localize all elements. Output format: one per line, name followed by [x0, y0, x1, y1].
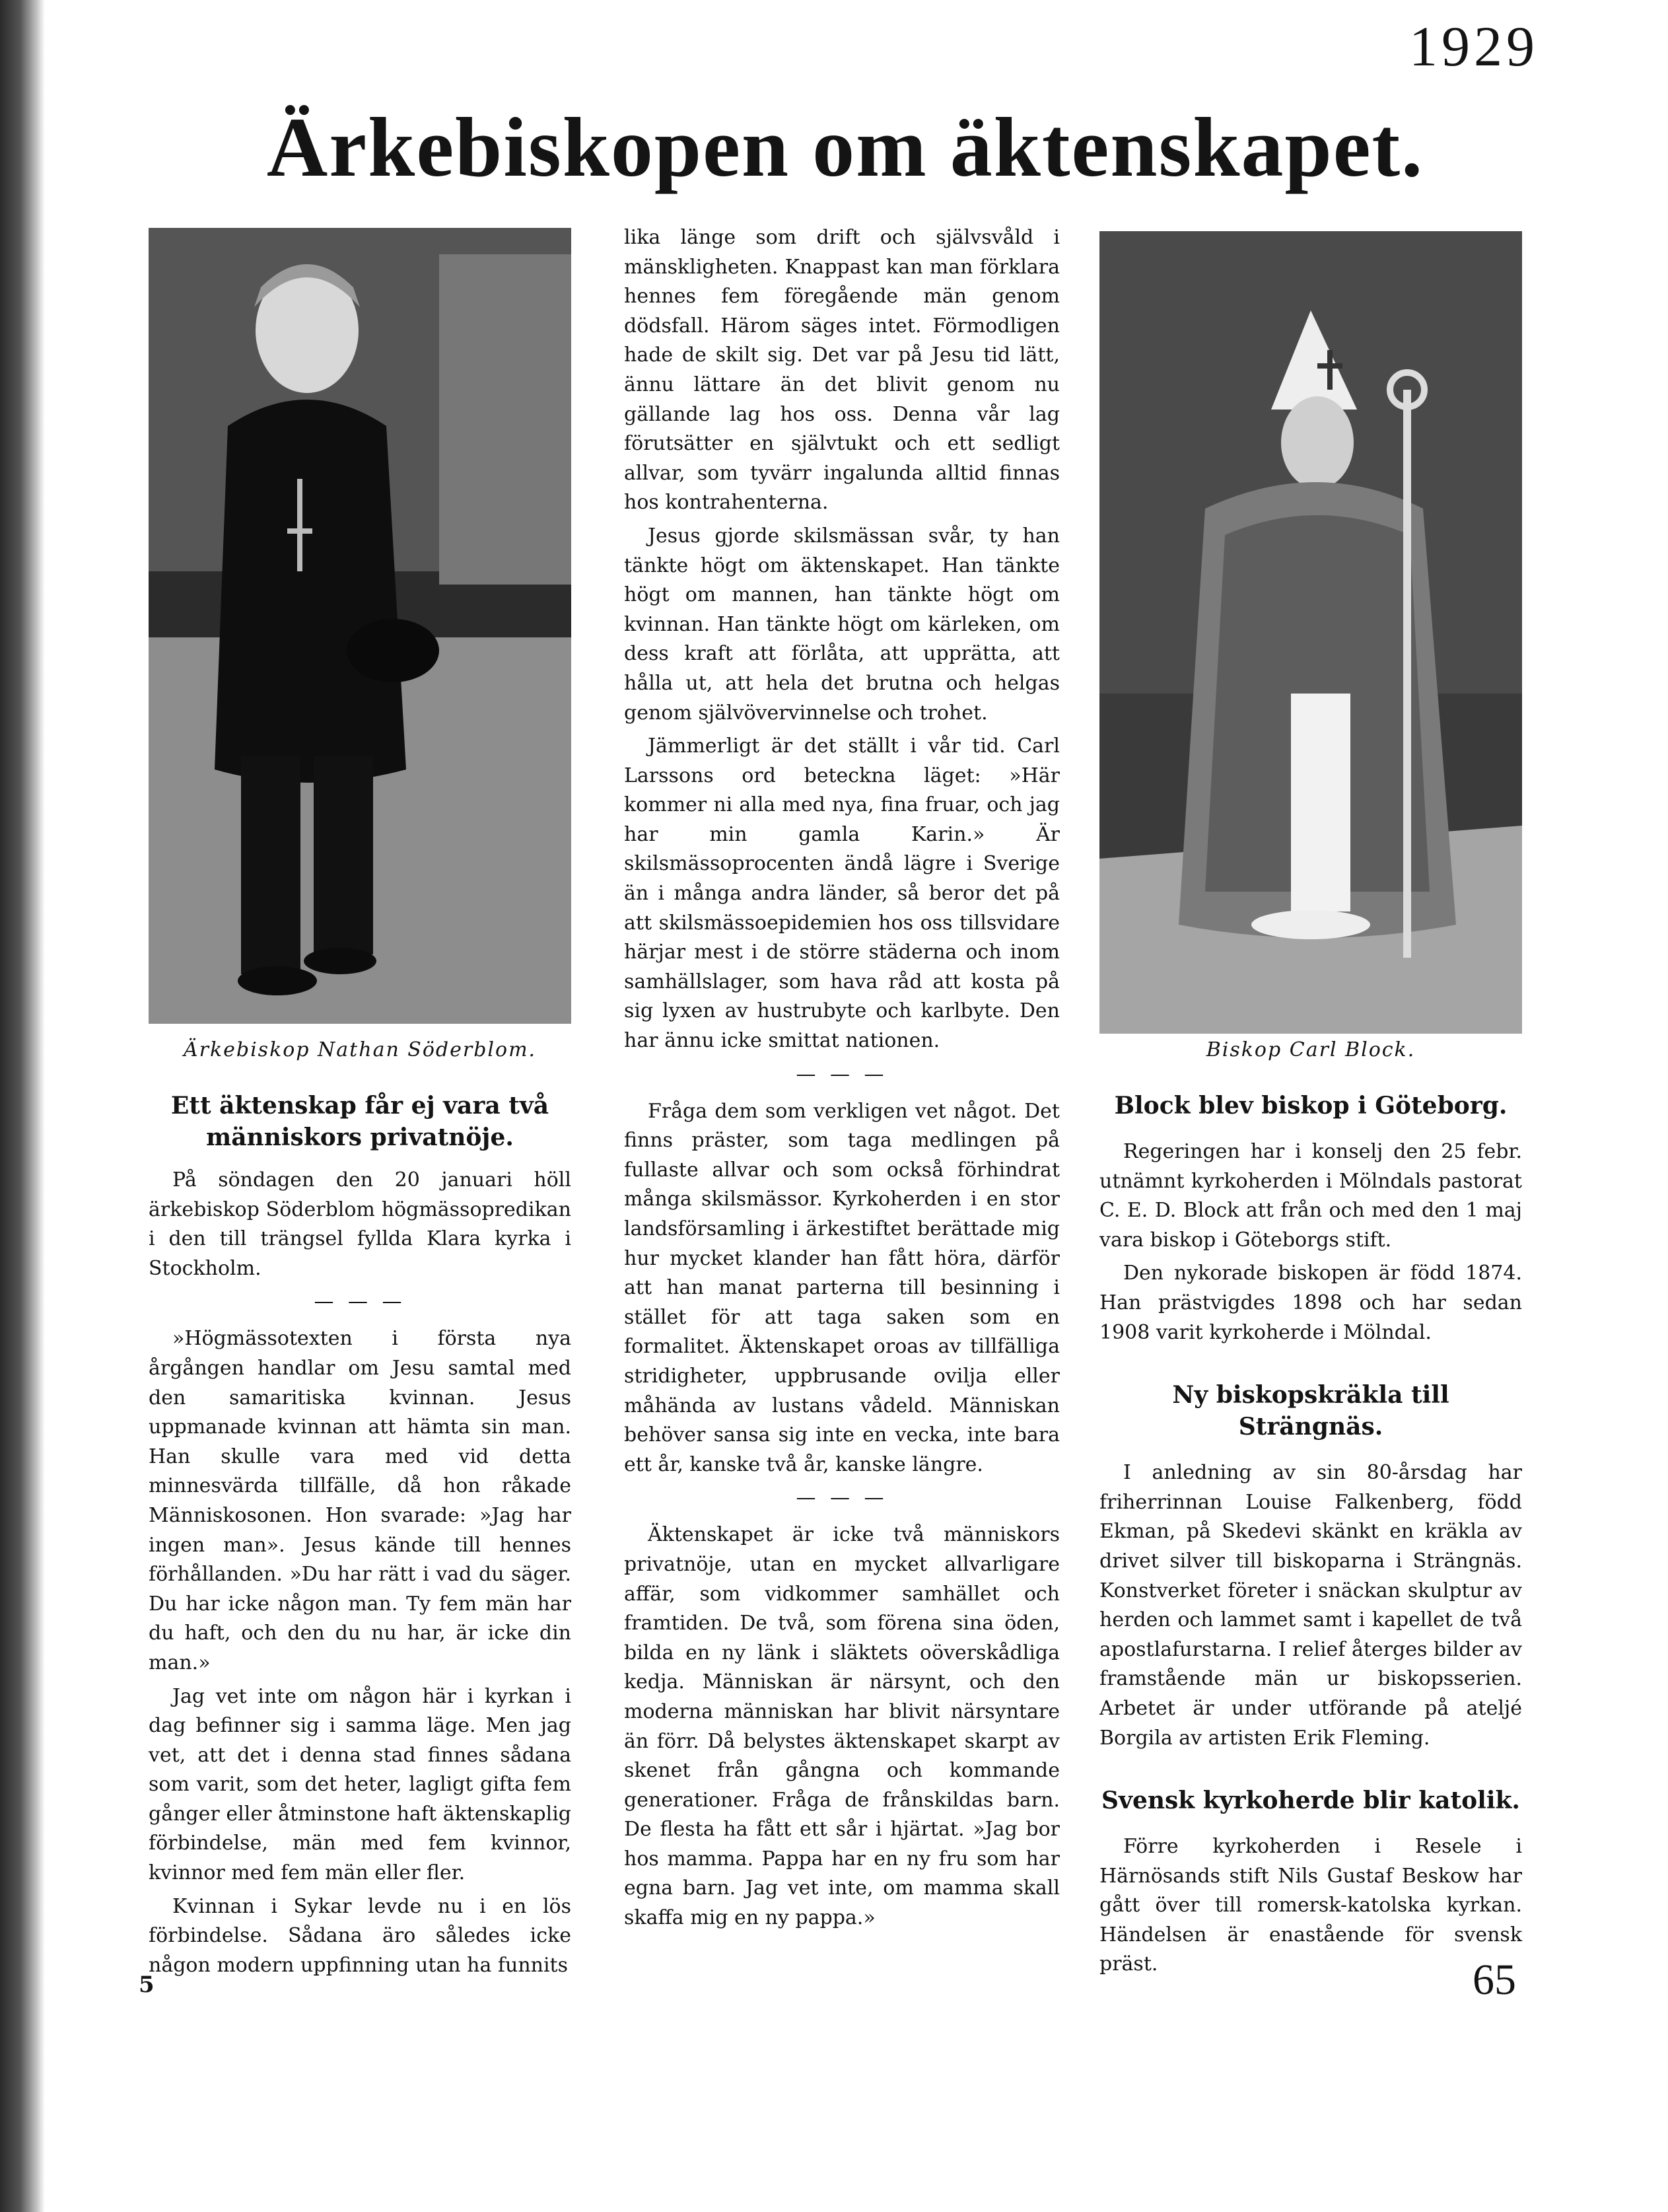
page-number-left: 5 — [139, 1972, 155, 1998]
year-heading: 1929 — [1409, 15, 1539, 78]
paragraph: Den nykorade biskopen är född 1874. Han prästvigdes 1898 och har sedan 1908 varit kyrkoherde i Mölndal. — [1099, 1262, 1522, 1344]
paragraph: Regeringen har i konselj den 25 febr. utnämnt kyrkoherden i Mölndals pastorat C. E. D. Block att från och med den 1 maj vara biskop i Göteborgs stift. — [1099, 1140, 1522, 1252]
page-number-right: 65 — [1473, 1956, 1516, 2004]
paragraph: I anledning av sin 80-årsdag har friherrinnan Louise Falkenberg, född Ekman, på Skedevi skänkt en kräkla av drivet silver till biskoparna i Strängnäs. Konstverket företer i snäckan skulptur av herden och lammet samt i kapellet de två apostlafurstarna. I relief återges bilder av framstående män ur biskopsserien. Arbetet är under utförande på ateljé Borgila av artisten Erik Fleming. — [1099, 1461, 1522, 1750]
section-separator: — — — — [796, 1062, 888, 1086]
photo-archbishop-illustration — [149, 228, 571, 1024]
paragraph: Jag vet inte om någon här i kyrkan i dag befinner sig i samma läge. Men jag vet, att det i denna stad finnes sådana som varit, som det heter, lagligt gifta fem gånger eller åtminstone haft äktenskaplig förbindelse, män med fem kvinnor, kvinnor med fem män eller fler. — [149, 1684, 571, 1885]
paragraph: På söndagen den 20 januari höll ärkebiskop Söderblom högmässopredikan i den till trängsel fyllda Klara kyrka i Stockholm. — [149, 1168, 571, 1280]
paragraph: Kvinnan i Sykar levde nu i en lös förbindelse. Sådana äro således icke någon modern uppfinning utan ha funnits — [149, 1894, 571, 1977]
middle-text-column — [624, 223, 1060, 1937]
right-text-column — [1099, 1090, 1522, 1983]
paragraph: Fråga dem som verkligen vet något. Det finns präster, som taga medlingen på fullaste allvar och som också förhindrat många skilsmässor. Kyrkoherden i en stor landsförsamling i ärkestiftet berättade mig hur mycket klander han fått höra, därför att han manat parterna till besinning i stället för att taga saken som en formalitet. Äktenskapet oroas av tillfälliga stridigheter, uppbrusande ovilja eller måhända av lustans vådeld. Människan behöver sansa sig inte en vecka, inte bara ett år, kanske två år, kanske längre. — [624, 1099, 1060, 1476]
section-separator: — — — — [796, 1486, 888, 1510]
left-subheading: Ett äktenskap får ej vara två människors privatnöje. — [170, 1092, 549, 1151]
paragraph: Jämmerligt är det ställt i vår tid. Carl Larssons ord beteckna läget: »Här kommer ni alla med nya, fina fruar, och jag har min gamla Karin.» Är skilsmässoprocenten ändå lägre i Sverige än i många andra länder, så beror det på att skilsmässoepidemien hos oss tillsvidare härjar mest i de större städerna och inom samhällslager, som hava råd att kosta på sig lyxen av hustrubyte och karlbyte. Den har ännu icke smittat nationen. — [624, 734, 1060, 1053]
page-binding-edge — [0, 0, 45, 2212]
paragraph: lika länge som drift och självsvåld i mänskligheten. Knappast kan man förklara hennes fem föregående män genom dödsfall. Härom säges intet. Förmodligen hade de skilt sig. Det var på Jesu tid lätt, ännu lättare än det blivit genom nu gällande lag hos oss. Denna vår lag förutsätter en självtukt och ett sedligt allvar, som tyvärr ingalunda alltid finnas hos kontrahenterna. — [624, 226, 1060, 515]
right-section-heading-katolik: Svensk kyrkoherde blir katolik. — [1101, 1787, 1520, 1815]
photo-caption-soderblom: Ärkebiskop Nathan Söderblom. — [183, 1038, 537, 1061]
paragraph: Jesus gjorde skilsmässan svår, ty han tänkte högt om äktenskapet. Han tänkte högt om mannen, han tänkte högt om kvinnan. Han tänkte högt om kärleken, om dess kraft att förlåta, att upprätta, att hålla ut, att hela det brutna och helgas genom självövervinnelse och trohet. — [624, 524, 1060, 725]
paragraph: Äktenskapet är icke två människors privatnöje, utan en mycket allvarligare affär, som vidkommer samhället och framtiden. De två, som förena sina öden, bilda en ny länk i släktets oöverskådliga kedja. Människan är närsynt, och den moderna människan har blivit närsyntare än förr. Då belystes äktenskapet skarpt av skenet från gångna och kommande generationer. Fråga de frånskildas barn. De flesta ha fått ett sår i hjärtat. »Jag bor hos mamma. Pappa har en ny fru som har egna barn. Jag vet inte, om mamma skall skaffa mig en ny pappa.» — [624, 1523, 1060, 1930]
right-section-heading-block: Block blev biskop i Göteborg. — [1114, 1092, 1508, 1120]
page-headline: Ärkebiskopen om äktenskapet. — [266, 100, 1424, 194]
photo-bishop-block — [1099, 231, 1522, 1034]
paragraph: »Högmässotexten i första nya årgången handlar om Jesu samtal med den samaritiska kvinnan. Jesus uppmanade kvinnan att hämta sin man. Han skulle vara med vid detta minnesvärda tillfälle, då hon råkade Människosonen. Hon svarade: »Jag har ingen man». Jesus kände till hennes förhållanden. »Du har rätt i vad du säger. Du har icke någon man. Ty fem män har du haft, och den du nu har, är icke din man.» — [149, 1327, 571, 1674]
paragraph: Förre kyrkoherden i Resele i Härnösands stift Nils Gustaf Beskow har gått över till romersk-katolska kyrkan. Händelsen är enastående för svensk präst. — [1099, 1835, 1522, 1976]
photo-caption-block: Biskop Carl Block. — [1206, 1038, 1416, 1061]
photo-bishop-illustration — [1099, 231, 1522, 1034]
photo-archbishop-soderblom — [149, 228, 571, 1024]
left-text-column — [149, 1166, 571, 1984]
right-section-heading-strangnas: Ny biskopskräkla till Strängnäs. — [1172, 1381, 1449, 1441]
section-separator: — — — — [314, 1290, 406, 1314]
